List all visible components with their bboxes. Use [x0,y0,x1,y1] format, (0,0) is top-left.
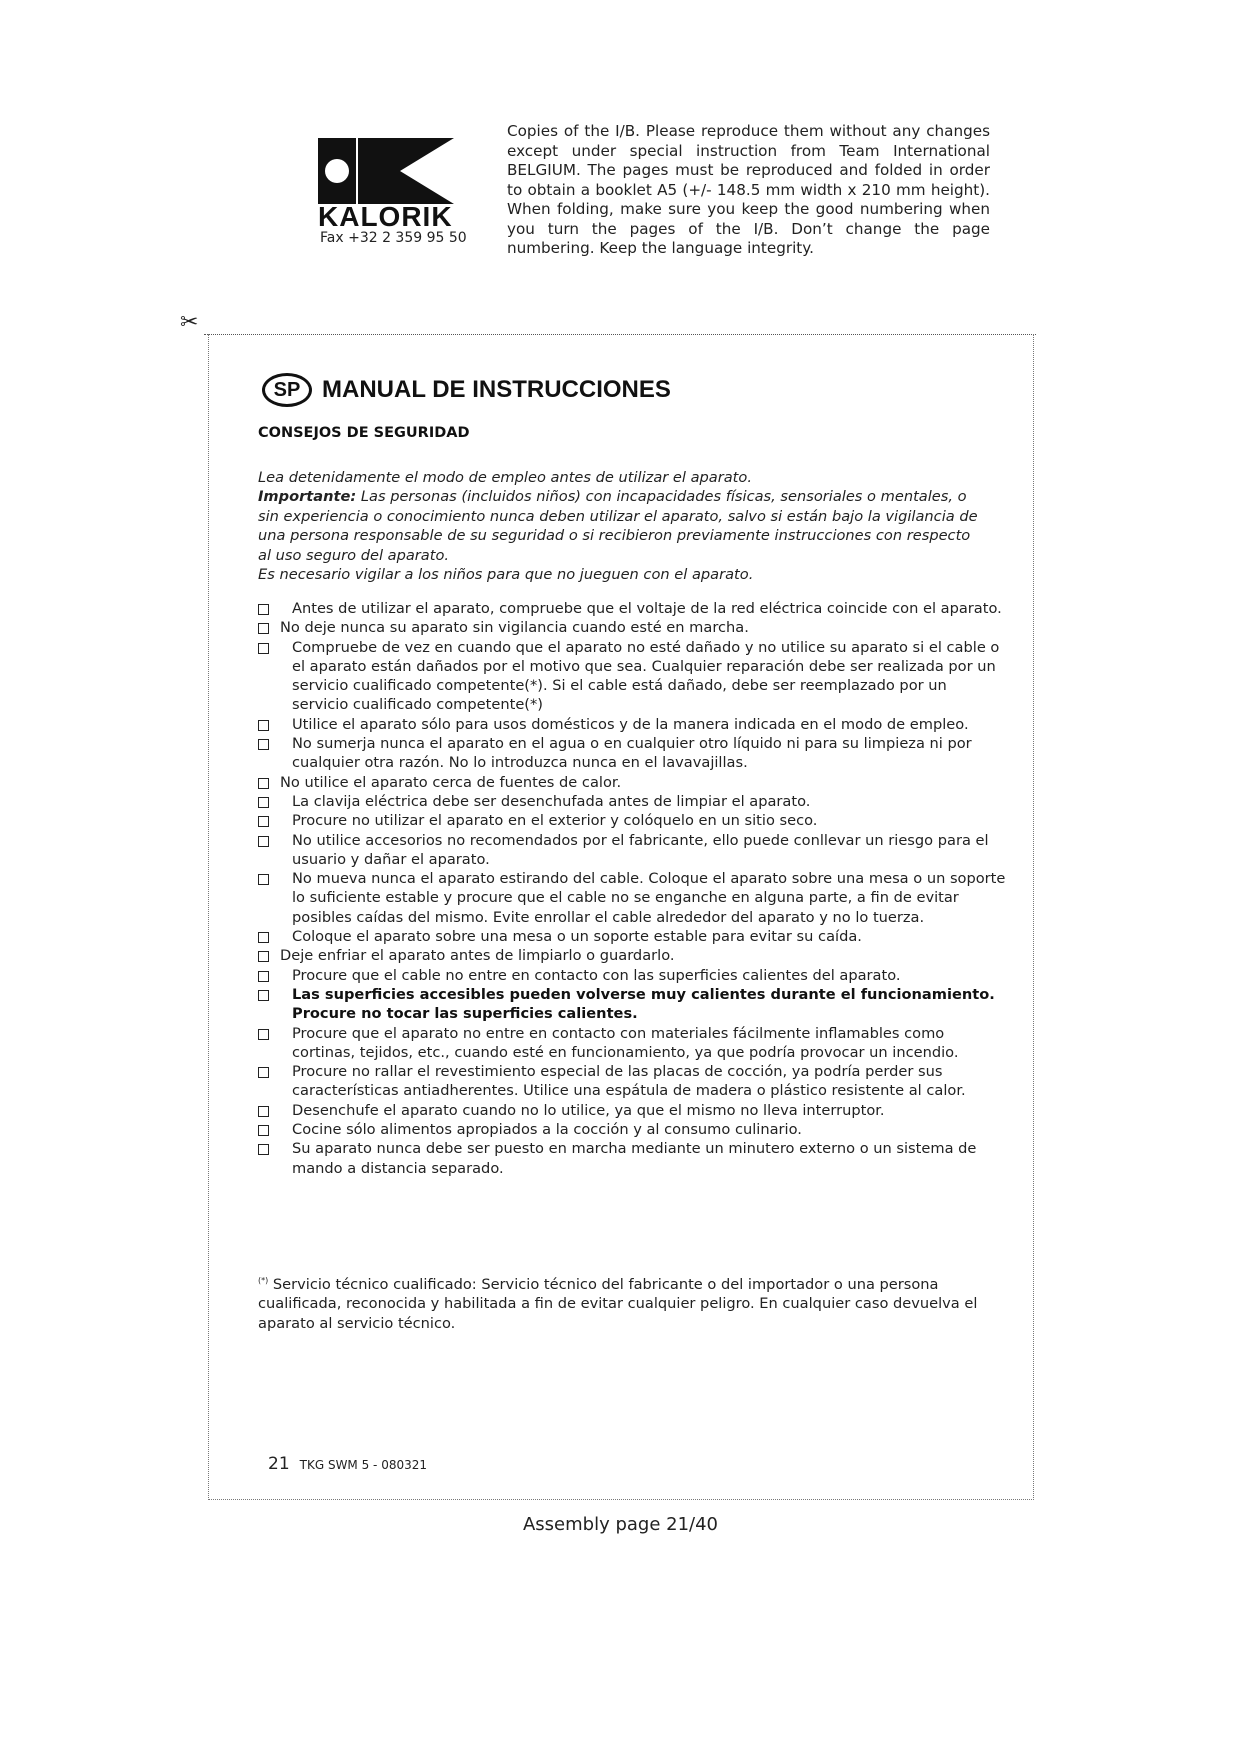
checkbox-square-icon [258,797,269,808]
language-badge: SP [262,373,312,407]
footnote-mark: (*) [258,1276,269,1285]
list-item: Su aparato nunca debe ser puesto en marcha mediante un minutero externo o un sistema de mando a distancia separado. [258,1139,1006,1178]
list-item: Deje enfriar el aparato antes de limpiarlo o guardarlo. [258,946,1006,965]
footnote-text: Servicio técnico cualificado: Servicio técnico del fabricante o del importador o una persona cualificada, reconocida y habilitada a fin de evitar cualquier peligro. En cualquier caso devuelva el aparato al servicio técnico. [258,1275,978,1332]
list-item: Utilice el aparato sólo para usos domésticos y de la manera indicada en el modo de empleo. [258,715,1006,734]
checkbox-square-icon [258,836,269,847]
list-item: No utilice el aparato cerca de fuentes de calor. [258,773,1006,792]
footnote [258,1271,988,1333]
checkbox-square-icon [258,778,269,789]
checkbox-square-icon [258,604,269,615]
checkbox-square-icon [258,951,269,962]
checkbox-square-icon [258,739,269,750]
section-heading: CONSEJOS DE SEGURIDAD [258,425,470,441]
list-item: Cocine sólo alimentos apropiados a la cocción y al consumo culinario. [258,1120,1006,1139]
important-text: Las personas (incluidos niños) con incapacidades físicas, sensoriales o mentales, o sin experiencia o conocimiento nunca deben utilizar el aparato, salvo si están bajo la vigilancia de una persona responsable de su seguridad o si recibieron previamente instrucciones con respecto al uso seguro del aparato. [258,488,978,564]
list-item: No deje nunca su aparato sin vigilancia cuando esté en marcha. [258,618,1006,637]
list-item: No utilice accesorios no recomendados por el fabricante, ello puede conllevar un riesgo para el usuario y dañar el aparato. [258,831,1006,870]
list-item: Desenchufe el aparato cuando no lo utilice, ya que el mismo no lleva interruptor. [258,1101,1006,1120]
manual-title-row [262,373,671,407]
list-item: Las superficies accesibles pueden volverse muy calientes durante el funcionamiento. Procure no tocar las superficies calientes. [258,985,1006,1024]
kalorik-k-logo-icon [318,138,454,204]
list-item: Procure no utilizar el aparato en el exterior y colóquelo en un sitio seco. [258,811,1006,830]
checkbox-square-icon [258,932,269,943]
model-code: TKG SWM 5 - 080321 [299,1458,428,1472]
manual-title: MANUAL DE INSTRUCCIONES [322,376,671,403]
assembly-page-label: Assembly page 21/40 [522,1514,719,1535]
list-item: Procure que el aparato no entre en contacto con materiales fácilmente inflamables como cortinas, tejidos, etc., cuando esté en funcionamiento, ya que podría provocar un incendio. [258,1024,1006,1063]
page-number: 21 [268,1454,290,1474]
list-item: Antes de utilizar el aparato, compruebe que el voltaje de la red eléctrica coincide con el aparato. [258,599,1006,618]
checkbox-square-icon [258,623,269,634]
checkbox-square-icon [258,720,269,731]
checkbox-square-icon [258,990,269,1001]
list-item: Compruebe de vez en cuando que el aparato no esté dañado y no utilice su aparato si el cable o el aparato están dañados por el motivo que sea. Cualquier reparación debe ser realizada por un servicio cualificado competente(*). Si el cable está dañado, debe ser reemplazado por un servicio cualificado competente(*) [258,638,1006,715]
intro-text [258,468,986,584]
list-item: No mueva nunca el aparato estirando del cable. Coloque el aparato sobre una mesa o un soporte lo suficiente estable y procure que el cable no se enganche en alguna parte, a fin de evitar posibles caídas del mismo. Evite enrollar el cable alrededor del aparato y no lo tuerza. [258,869,1006,927]
checkbox-square-icon [258,1067,269,1078]
children-line: Es necesario vigilar a los niños para que no jueguen con el aparato. [258,566,754,584]
list-item: Procure no rallar el revestimiento especial de las placas de cocción, ya podría perder sus características antiadherentes. Utilice una espátula de madera o plástico resistente al calor. [258,1062,1006,1101]
checkbox-square-icon [258,1144,269,1155]
checkbox-square-icon [258,1106,269,1117]
intro-line: Lea detenidamente el modo de empleo antes de utilizar el aparato. [258,469,752,486]
checkbox-square-icon [258,971,269,982]
page-footer [268,1454,427,1474]
fax-number: Fax +32 2 359 95 50 [320,230,467,246]
list-item: Procure que el cable no entre en contacto con las superficies calientes del aparato. [258,966,1006,985]
list-item: La clavija eléctrica debe ser desenchufada antes de limpiar el aparato. [258,792,1006,811]
checkbox-square-icon [258,874,269,885]
list-item: No sumerja nunca el aparato en el agua o en cualquier otro líquido ni para su limpieza ni por cualquier otra razón. No lo introduzca nunca en el lavavajillas. [258,734,1006,773]
important-paragraph [258,487,986,565]
brand-name: KALORIK [318,201,453,232]
safety-list [258,599,1006,1178]
checkbox-square-icon [258,1125,269,1136]
scissors-icon: ✂ [180,310,199,335]
checkbox-square-icon [258,643,269,654]
important-label: Importante: [258,488,357,506]
checkbox-square-icon [258,1029,269,1040]
checkbox-square-icon [258,816,269,827]
brand-logo [318,138,458,232]
list-item: Coloque el aparato sobre una mesa o un soporte estable para evitar su caída. [258,927,1006,946]
reproduction-note: Copies of the I/B. Please reproduce them without any changes except under special instruction from Team International BELGIUM. The pages must be reproduced and folded in order to obtain a booklet A5 (+/- 148.5 mm width x 210 mm height). When folding, make sure you keep the good numbering when you turn the pages of the I/B. Don’t change the page numbering. Keep the language integrity. [507,122,990,257]
